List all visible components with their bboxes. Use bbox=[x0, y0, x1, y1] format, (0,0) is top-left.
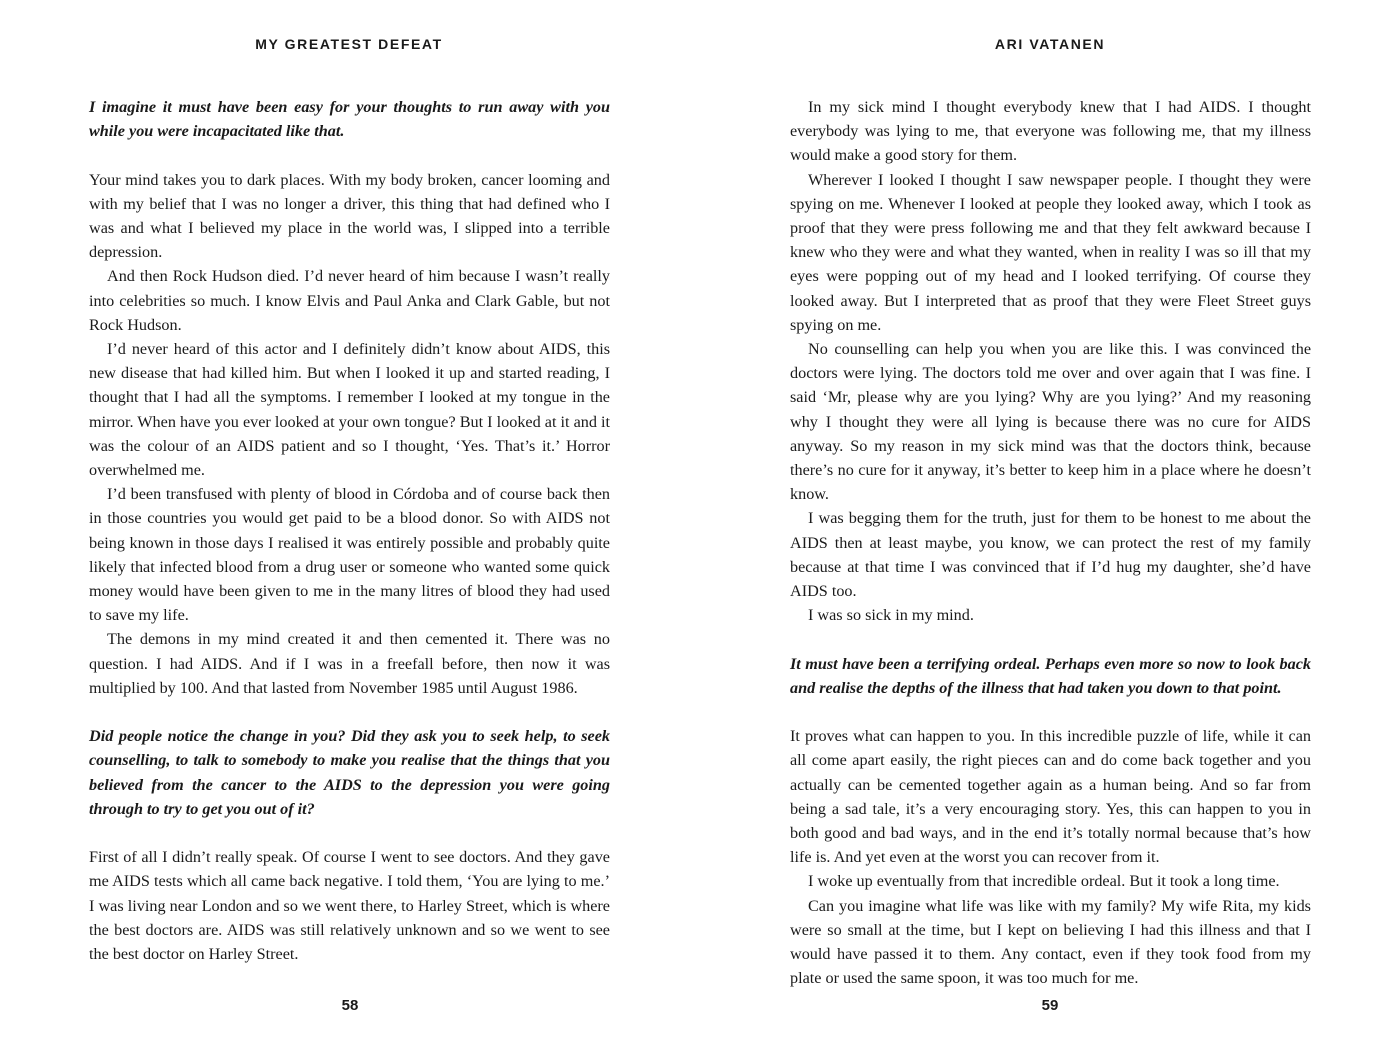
running-head: MY GREATEST DEFEAT bbox=[255, 36, 443, 52]
paragraph: I’d never heard of this actor and I definitely didn’t know about AIDS, this new disease that had killed him. But when I looked it up and started reading, I thought that I had all the symptoms. I remember I looked at my tongue in the mirror. When have you ever looked at your own tongue? But I looked at it and it was the colour of an AIDS patient and so I thought, ‘Yes. That’s it.’ Horror overwhelmed me. bbox=[89, 340, 610, 480]
section-gap bbox=[790, 627, 1311, 651]
section-gap bbox=[790, 700, 1311, 724]
interview-question: Did people notice the change in you? Did they ask you to seek help, to seek counselling, to talk to somebody to make you realise that the things that you believed from the cancer to the AIDS to the depression you were going through to try to get you out of it? bbox=[89, 727, 610, 818]
paragraph: Wherever I looked I thought I saw newspaper people. I thought they were spying on me. Whenever I looked at people they looked away, which I took as proof that they were press following me and that they felt awkward because I knew who they were and what they wanted, when in reality I was so ill that my eyes were popping out of my head and I looked terrifying. Of course they looked away. But I interpreted that as proof that they were Fleet Street guys spying on me. bbox=[790, 170, 1311, 334]
page-number: 58 bbox=[341, 997, 359, 1014]
interview-question: I imagine it must have been easy for your thoughts to run away with you while you were incapacitated like that. bbox=[89, 98, 610, 141]
running-head: ARI VATANEN bbox=[994, 36, 1106, 52]
paragraph: Can you imagine what life was like with my family? My wife Rita, my kids were so small at the time, but I kept on believing I had this illness and that I would have passed it to them. Any contact, even if they took food from my plate or used the same spoon, it was too much for me. bbox=[790, 896, 1311, 988]
section-gap bbox=[89, 143, 610, 167]
body-text bbox=[89, 95, 610, 966]
right-page bbox=[700, 0, 1400, 1050]
paragraph: First of all I didn’t really speak. Of course I went to see doctors. And they gave me AIDS tests which all came back negative. I told them, ‘You are lying to me.’ I was living near London and so we went there, to Harley Street, which is where the best doctors are. AIDS was still relatively unknown and so we went to see the best doctor on Harley Street. bbox=[89, 848, 610, 964]
paragraph: No counselling can help you when you are like this. I was convinced the doctors were lying. The doctors told me over and over again that I was fine. I said ‘Mr, please why are you lying? Why are you lying?’ And my reasoning why I thought they were all lying is because there was no cure for AIDS anyway. So my reason in my sick mind was that the doctors think, because there’s no cure for it anyway, it’s better to keep him in a place where he doesn’t know. bbox=[790, 340, 1311, 504]
paragraph: I’d been transfused with plenty of blood in Córdoba and of course back then in those countries you would get paid to be a blood donor. So with AIDS not being known in those days I realised it was entirely possible and probably quite likely that infected blood from a drug user or someone who wanted some quick money would have been given to me in the many litres of blood they had used to save my life. bbox=[89, 485, 610, 625]
section-gap bbox=[89, 700, 610, 724]
interview-question: It must have been a terrifying ordeal. Perhaps even more so now to look back and realise the depths of the illness that had taken you down to that point. bbox=[790, 654, 1311, 697]
paragraph: And then Rock Hudson died. I’d never heard of him because I wasn’t really into celebrities so much. I know Elvis and Paul Anka and Clark Gable, but not Rock Hudson. bbox=[89, 267, 610, 334]
paragraph: I was so sick in my mind. bbox=[808, 606, 974, 625]
section-gap bbox=[89, 821, 610, 845]
paragraph: I was begging them for the truth, just for them to be honest to me about the AIDS then at least maybe, you know, we can protect the rest of my family because at that time I was convinced that if I’d hug my daughter, she’d have AIDS too. bbox=[790, 509, 1311, 601]
paragraph: I woke up eventually from that incredible ordeal. But it took a long time. bbox=[808, 872, 1280, 891]
paragraph: It proves what can happen to you. In this incredible puzzle of life, while it can all come apart easily, the right pieces can and do come back together and you actually can be cemented together again as a human being. And so far from being a sad tale, it’s a very encouraging story. Yes, this can happen to you in both good and bad ways, and in the end it’s totally normal because that’s how life is. And yet even at the worst you can recover from it. bbox=[790, 727, 1311, 867]
paragraph: In my sick mind I thought everybody knew that I had AIDS. I thought everybody was lying to me, that everyone was following me, that my illness would make a good story for them. bbox=[790, 98, 1311, 165]
page-number: 59 bbox=[1041, 997, 1059, 1014]
body-text bbox=[790, 95, 1311, 990]
paragraph: The demons in my mind created it and then cemented it. There was no question. I had AIDS. And if I was in a freefall before, then now it was multiplied by 100. And that lasted from November 1985 until August 1986. bbox=[89, 630, 610, 697]
paragraph: Your mind takes you to dark places. With my body broken, cancer looming and with my belief that I was no longer a driver, this thing that had defined who I was and what I believed my place in the world was, I slipped into a terrible depression. bbox=[89, 170, 610, 262]
